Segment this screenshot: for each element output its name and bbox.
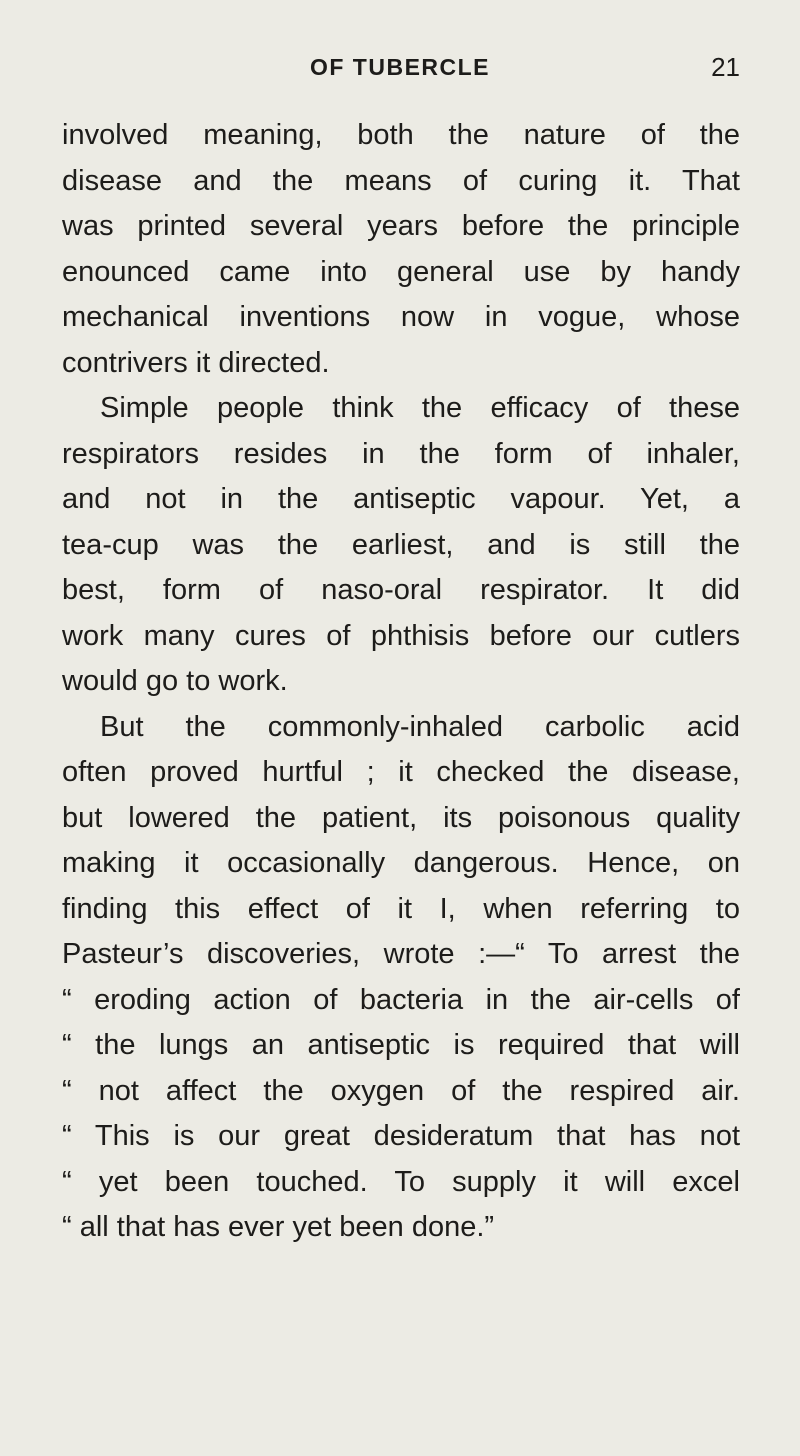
text-line: work many cures of phthisis before our cutlers bbox=[62, 619, 740, 652]
text-line: “ yet been touched. To supply it will excel bbox=[62, 1165, 740, 1198]
text-line: disease and the means of curing it. That bbox=[62, 164, 740, 197]
text-line: mechanical inventions now in vogue, whose bbox=[62, 301, 740, 333]
text-line: “ This is our great desideratum that has not bbox=[62, 1120, 740, 1152]
text-line: tea-cup was the earliest, and is still the bbox=[62, 528, 740, 561]
text-line: would go to work. bbox=[62, 665, 288, 697]
text-line: making it occasionally dangerous. Hence, on bbox=[62, 847, 740, 879]
text-line: enounced came into general use by handy bbox=[62, 255, 740, 288]
running-head bbox=[60, 50, 740, 90]
text-line: involved meaning, both the nature of the bbox=[62, 119, 740, 151]
text-line: often proved hurtful ; it checked the disease, bbox=[62, 756, 740, 788]
text-line: contrivers it directed. bbox=[62, 346, 330, 379]
running-head-title: OF TUBERCLE bbox=[309, 54, 491, 80]
text-line: “ all that has ever yet been done.” bbox=[62, 1211, 495, 1243]
text-line: But the commonly-inhaled carbolic acid bbox=[100, 710, 740, 743]
text-line: and not in the antiseptic vapour. Yet, a bbox=[62, 483, 740, 515]
text-line: was printed several years before the principle bbox=[62, 210, 740, 242]
text-line: best, form of naso-oral respirator. It did bbox=[62, 574, 740, 606]
body-text bbox=[62, 113, 740, 1251]
text-line: Simple people think the efficacy of these bbox=[100, 392, 740, 424]
text-line: but lowered the patient, its poisonous quality bbox=[62, 801, 740, 834]
text-line: respirators resides in the form of inhaler, bbox=[62, 437, 740, 470]
text-line: Pasteur’s discoveries, wrote :—“ To arrest the bbox=[62, 938, 740, 970]
text-line: finding this effect of it I, when referring to bbox=[62, 892, 740, 925]
text-line: “ eroding action of bacteria in the air-cells of bbox=[62, 983, 740, 1016]
page-number: 21 bbox=[711, 52, 740, 82]
text-line: “ the lungs an antiseptic is required that will bbox=[62, 1029, 740, 1061]
text-line: “ not affect the oxygen of the respired air. bbox=[62, 1074, 740, 1107]
